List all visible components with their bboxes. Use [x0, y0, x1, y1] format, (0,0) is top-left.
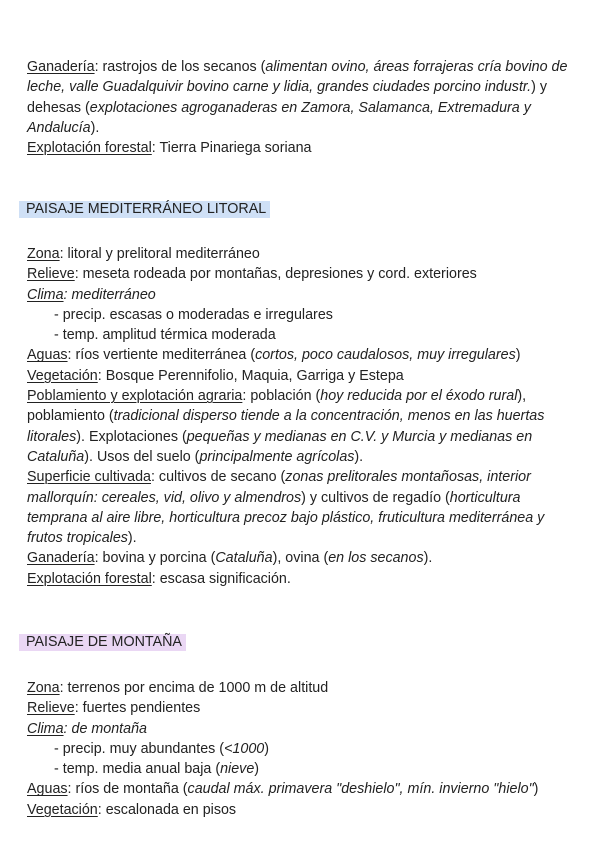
text: ), ovina (: [272, 550, 329, 567]
text: caudal máx. primavera "deshielo", mín. invierno "hielo": [187, 781, 534, 798]
vegetacion-line: [27, 800, 582, 820]
aguas-line: [27, 345, 582, 365]
relieve-label: Relieve: [27, 700, 75, 717]
clima-line: [27, 719, 582, 739]
ganaderia-line: [27, 548, 582, 568]
text: : terrenos por encima de 1000 m de altitud: [59, 680, 329, 696]
text: ): [264, 740, 269, 757]
relieve-line: [27, 264, 582, 284]
text: : meseta rodeada por montañas, depresiones y cord. exteriores: [74, 266, 477, 283]
text: ). Explotaciones (: [76, 428, 187, 445]
text: pequeñas y medianas en C.V. y Murcia y medianas en Cataluña: [27, 428, 533, 465]
clima-sub-1: [27, 739, 582, 759]
clima-line: [27, 285, 582, 305]
text: zonas prelitorales montañosas, interior mallorquín: cereales, vid, olivo y almendros: [27, 469, 531, 506]
superficie-paragraph: [27, 467, 582, 548]
text: : población (: [242, 388, 321, 405]
text: ).: [423, 550, 433, 567]
text: ).: [90, 119, 100, 136]
text: - temp. media anual baja (: [54, 761, 221, 778]
text: : litoral y prelitoral mediterráneo: [59, 246, 260, 262]
zona-line: [27, 678, 582, 698]
text: : ríos de montaña (: [67, 781, 188, 798]
relieve-label: Relieve: [27, 266, 75, 283]
section-intro: [27, 57, 582, 158]
section-litoral: [27, 244, 582, 589]
text: : de montaña: [63, 720, 148, 737]
text: : ríos vertiente mediterránea (: [67, 347, 256, 364]
text: nieve: [220, 761, 255, 778]
ganaderia-label: Ganadería: [27, 550, 95, 567]
text: : mediterráneo: [63, 286, 156, 303]
aguas-label: Aguas: [27, 347, 68, 364]
text: tradicional disperso tiende a la concentración, menos en las huertas litorales: [27, 408, 545, 445]
forestal-label: Explotación forestal: [27, 140, 152, 157]
text: principalmente agrícolas: [199, 448, 355, 465]
text: horticultura temprana al aire libre, horticultura precoz bajo plástico, fruticultura mediterránea y frutos tropicales: [27, 489, 545, 547]
text: ) y cultivos de regadío (: [301, 489, 450, 506]
forestal-paragraph: [27, 138, 582, 158]
text: en los secanos: [328, 550, 424, 567]
text: Cataluña: [215, 550, 273, 567]
text: alimentan ovino, áreas forrajeras cría bovino de leche, valle Guadalquivir bovino carne y lidia, grandes ciudades porcino industr.: [27, 59, 568, 96]
text: : Bosque Perennifolio, Maquia, Garriga y Estepa: [97, 367, 404, 384]
text: ).: [354, 448, 364, 465]
zona-label: Zona: [27, 680, 60, 696]
text: cortos, poco caudalosos, muy irregulares: [255, 347, 516, 364]
text: ): [254, 761, 260, 778]
text: ).: [127, 530, 137, 547]
poblamiento-label: Poblamiento y explotación agraria: [27, 388, 243, 405]
text: : bovina y porcina (: [94, 550, 216, 567]
relieve-line: [27, 698, 582, 718]
vegetacion-label: Vegetación: [27, 801, 98, 818]
text: - precip. muy abundantes (: [54, 740, 225, 757]
clima-sub-2: - temp. amplitud térmica moderada: [54, 327, 276, 344]
forestal-line: [27, 569, 582, 589]
heading-montana: PAISAJE DE MONTAÑA: [19, 634, 186, 651]
ganaderia-label: Ganadería: [27, 59, 95, 75]
text: ). Usos del suelo (: [84, 448, 200, 465]
text: hoy reducida por el éxodo rural: [320, 388, 518, 405]
text: : Tierra Pinariega soriana: [151, 140, 312, 157]
heading-litoral: PAISAJE MEDITERRÁNEO LITORAL: [19, 201, 270, 218]
superficie-label: Superficie cultivada: [27, 469, 151, 486]
section-montana: [27, 678, 582, 820]
aguas-line: [27, 779, 582, 799]
clima-label: Clima: [27, 286, 64, 303]
poblamiento-paragraph: [27, 386, 582, 467]
text: explotaciones agroganaderas en Zamora, Salamanca, Extremadura y Andalucía: [27, 99, 531, 136]
clima-sub-2: [27, 759, 582, 779]
aguas-label: Aguas: [27, 781, 68, 798]
text: ): [533, 781, 539, 798]
zona-line: [27, 244, 582, 264]
forestal-label: Explotación forestal: [27, 570, 152, 587]
zona-label: Zona: [27, 246, 60, 262]
text: ), poblamiento (: [27, 388, 527, 425]
text: : rastrojos de los secanos (: [94, 59, 266, 75]
clima-label: Clima: [27, 720, 64, 737]
vegetacion-line: [27, 366, 582, 386]
text: : cultivos de secano (: [150, 469, 286, 486]
text: <1000: [224, 740, 265, 757]
vegetacion-label: Vegetación: [27, 367, 98, 384]
text: : escalonada en pisos: [97, 801, 237, 818]
text: : escasa significación.: [151, 570, 291, 587]
ganaderia-paragraph: [27, 57, 582, 138]
text: ): [515, 347, 521, 364]
text: : fuertes pendientes: [74, 700, 201, 717]
text: ) y dehesas (: [27, 79, 548, 116]
clima-sub-1: - precip. escasas o moderadas e irregulares: [54, 306, 333, 323]
